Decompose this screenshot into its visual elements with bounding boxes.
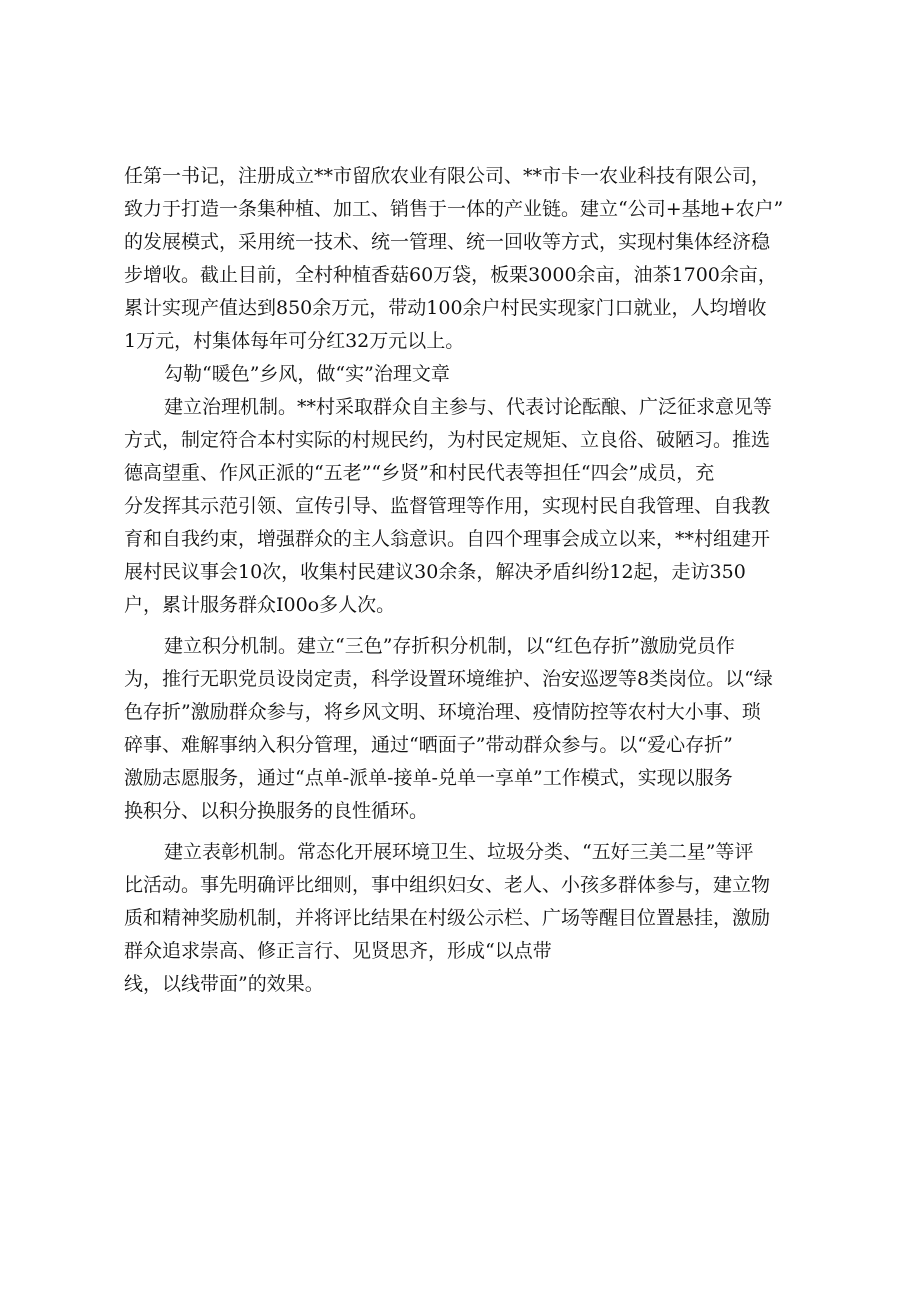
paragraph-gap	[124, 622, 814, 630]
paragraph-governance	[124, 391, 814, 622]
text-line: 户，累计服务群众I00o多人次。	[124, 594, 396, 616]
text-line: 换积分、以积分换服务的良性循环。	[124, 800, 429, 822]
text-line: 群众追求崇高、修正言行、见贤思齐，形成“以点带	[124, 940, 552, 962]
text-line: 累计实现产值达到850余万元，带动100余户村民实现家门口就业，人均增收	[124, 297, 767, 319]
text-line: 建立积分机制。建立“三色”存折积分机制，以“红色存折”激励党员作	[164, 635, 735, 657]
document-page	[124, 160, 814, 1001]
section-heading	[124, 358, 814, 391]
paragraph-gap	[124, 828, 814, 836]
text-line: 步增收。截止目前，全村种植香菇60万袋，板栗3000余亩，油茶1700余亩，	[124, 264, 777, 286]
text-line: 方式，制定符合本村实际的村规民约，为村民定规矩、立良俗、破陋习。推选	[124, 429, 771, 451]
text-line: 致力于打造一条集种植、加工、销售于一体的产业链。建立“公司+基地+农户”	[124, 198, 784, 220]
text-line: 激励志愿服务，通过“点单-派单-接单-兑单一享单”工作模式，实现以服务	[124, 767, 733, 789]
text-line: 任第一书记，注册成立**市留欣农业有限公司、**市卡一农业科技有限公司，	[124, 165, 771, 187]
text-line: 建立治理机制。**村采取群众自主参与、代表讨论酝酿、广泛征求意见等	[164, 396, 773, 418]
text-line: 分发挥其示范引领、宣传引导、监督管理等作用，实现村民自我管理、自我教	[124, 495, 771, 517]
text-line: 育和自我约束，增强群众的主人翁意识。自四个理事会成立以来，**村组建开	[124, 528, 771, 550]
text-line: 建立表彰机制。常态化开展环境卫生、垃圾分类、“五好三美二星”等评	[164, 841, 754, 863]
text-line: 德高望重、作风正派的“五老”“乡贤”和村民代表等担任“四会”成员，充	[124, 462, 715, 484]
text-line: 展村民议事会10次，收集村民建议30余条，解决矛盾纠纷12起，走访350	[124, 561, 746, 583]
text-line: 为，推行无职党员设岗定责，科学设置环境维护、治安巡逻等8类岗位。以“绿	[124, 668, 773, 690]
text-line: 质和精神奖励机制，并将评比结果在村级公示栏、广场等醒目位置悬挂，激励	[124, 907, 771, 929]
paragraph-industry	[124, 160, 814, 358]
text-line: 比活动。事先明确评比细则，事中组织妇女、老人、小孩多群体参与，建立物	[124, 874, 771, 896]
text-line: 的发展模式，采用统一技术、统一管理、统一回收等方式，实现村集体经济稳	[124, 231, 771, 253]
text-line: 1万元，村集体每年可分红32万元以上。	[124, 330, 465, 352]
text-line: 色存折”激励群众参与，将乡风文明、环境治理、疫情防控等农村大小事、琐	[124, 701, 761, 723]
paragraph-commendation	[124, 836, 814, 1001]
text-line: 线，以线带面”的效果。	[124, 973, 324, 995]
paragraph-points	[124, 630, 814, 828]
text-line: 碎事、难解事纳入积分管理，通过“晒面子”带动群众参与。以“爱心存折”	[124, 734, 733, 756]
section-heading-text: 勾勒“暖色”乡风，做“实”治理文章	[164, 363, 450, 385]
